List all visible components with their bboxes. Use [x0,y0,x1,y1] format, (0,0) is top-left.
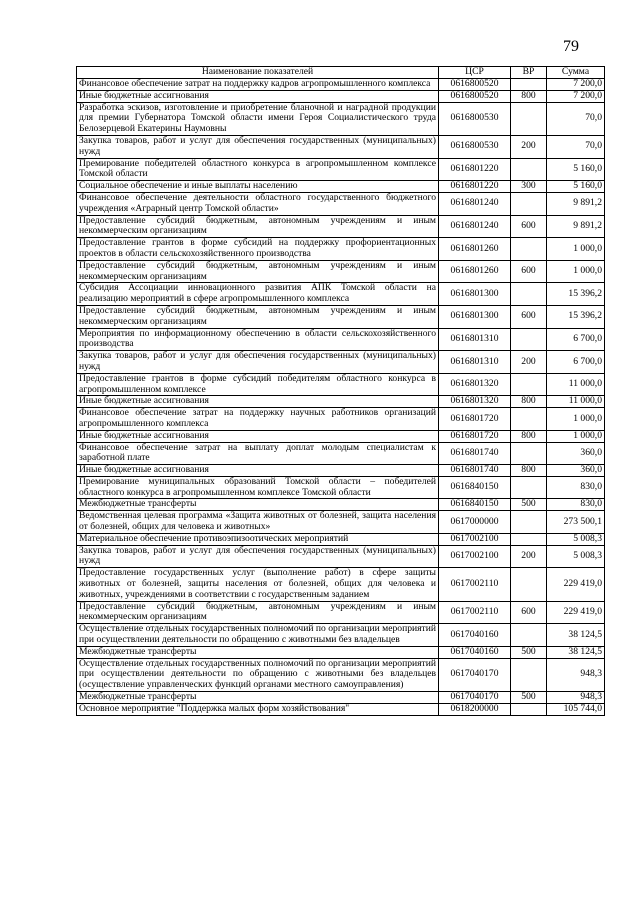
table-row [77,396,605,408]
row-vr [511,238,547,261]
table-row [77,215,605,238]
row-sum: 6 700,0 [547,351,605,374]
row-sum: 229 419,0 [547,601,605,624]
row-vr: 600 [511,305,547,328]
row-vr: 200 [511,545,547,568]
row-csr: 0616800520 [439,90,511,102]
row-csr: 0616801310 [439,328,511,351]
row-name: Финансовое обеспечение деятельности областного государственного бюджетного учреждения «Аграрный центр Томской области» [77,192,439,215]
row-csr: 0617002110 [439,601,511,624]
row-sum: 1 000,0 [547,408,605,431]
row-vr [511,328,547,351]
row-sum: 360,0 [547,465,605,477]
row-vr [511,703,547,715]
row-vr: 800 [511,465,547,477]
row-vr: 600 [511,260,547,283]
table-row [77,305,605,328]
row-csr: 0616801220 [439,158,511,181]
row-sum: 105 744,0 [547,703,605,715]
table-row [77,260,605,283]
row-name: Предоставление субсидий бюджетным, автономным учреждениям и иным некоммерческим организациям [77,215,439,238]
row-name: Премирование победителей областного конкурса в агропромышленном комплексе Томской области [77,158,439,181]
row-vr [511,373,547,396]
table-row [77,283,605,306]
table-row [77,545,605,568]
table-row [77,568,605,601]
row-name: Предоставление субсидий бюджетным, автономным учреждениям и иным некоммерческим организациям [77,260,439,283]
table-row [77,102,605,135]
table-row [77,601,605,624]
page-number: 79 [563,38,579,55]
table-row [77,476,605,499]
row-name: Закупка товаров, работ и услуг для обеспечения государственных (муниципальных) нужд [77,135,439,158]
table-row [77,238,605,261]
row-name: Иные бюджетные ассигнования [77,465,439,477]
row-vr [511,283,547,306]
table-row [77,181,605,193]
row-vr: 500 [511,646,547,658]
header-name: Наименование показателей [77,67,439,79]
row-name: Иные бюджетные ассигнования [77,396,439,408]
row-csr: 0616801260 [439,238,511,261]
row-csr: 0617002100 [439,533,511,545]
row-csr: 0616801310 [439,351,511,374]
row-name: Мероприятия по информационному обеспечению в области сельскохозяйственного производства [77,328,439,351]
header-csr: ЦСР [439,67,511,79]
row-csr: 0616801300 [439,283,511,306]
row-vr: 500 [511,499,547,511]
row-name: Иные бюджетные ассигнования [77,430,439,442]
row-sum: 9 891,2 [547,215,605,238]
row-sum: 273 500,1 [547,511,605,534]
row-sum: 70,0 [547,102,605,135]
table-row [77,351,605,374]
header-row [77,67,605,79]
row-csr: 0616801300 [439,305,511,328]
table-row [77,658,605,691]
table-row [77,79,605,91]
row-csr: 0616801740 [439,465,511,477]
row-name: Предоставление субсидий бюджетным, автономным учреждениям и иным некоммерческим организациям [77,305,439,328]
row-name: Ведомственная целевая программа «Защита животных от болезней, защита населения от болезней, общих для человека и животных» [77,511,439,534]
row-sum: 948,3 [547,692,605,704]
row-sum: 15 396,2 [547,305,605,328]
row-sum: 360,0 [547,442,605,465]
row-sum: 5 160,0 [547,181,605,193]
row-name: Предоставление грантов в форме субсидий на поддержку профориентационных проектов в области сельскохозяйственного производства [77,238,439,261]
table-row [77,692,605,704]
row-vr [511,624,547,647]
row-name: Осуществление отдельных государственных полномочий по организации мероприятий при осуществлении деятельности по обращению с животными без владельцев [77,624,439,647]
row-csr: 0616801220 [439,181,511,193]
row-name: Основное мероприятие "Поддержка малых форм хозяйствования" [77,703,439,715]
row-vr [511,476,547,499]
row-name: Социальное обеспечение и иные выплаты населению [77,181,439,193]
row-csr: 0617002100 [439,545,511,568]
header-vr: ВР [511,67,547,79]
row-vr: 500 [511,692,547,704]
row-sum: 830,0 [547,476,605,499]
row-sum: 1 000,0 [547,430,605,442]
row-sum: 7 200,0 [547,90,605,102]
table-row [77,703,605,715]
row-csr: 0616800520 [439,79,511,91]
row-sum: 229 419,0 [547,568,605,601]
row-name: Межбюджетные трансферты [77,646,439,658]
table-row [77,511,605,534]
row-vr [511,102,547,135]
row-name: Межбюджетные трансферты [77,499,439,511]
row-csr: 0616801720 [439,430,511,442]
row-sum: 38 124,5 [547,624,605,647]
row-vr [511,79,547,91]
table-row [77,646,605,658]
table-row [77,499,605,511]
row-name: Разработка эскизов, изготовление и приобретение бланочной и наградной продукции для премии Губернатора Томской области имени Героя Социалистического труда Белозерцевой Екатерины Наумовны [77,102,439,135]
row-name: Межбюджетные трансферты [77,692,439,704]
row-name: Предоставление грантов в форме субсидий победителям областного конкурса в агропромышленном комплексе [77,373,439,396]
row-sum: 70,0 [547,135,605,158]
row-vr: 800 [511,396,547,408]
row-csr: 0616801260 [439,260,511,283]
row-csr: 0616801320 [439,373,511,396]
row-name: Финансовое обеспечение затрат на поддержку кадров агропромышленного комплекса [77,79,439,91]
row-vr [511,568,547,601]
row-vr: 600 [511,215,547,238]
row-sum: 830,0 [547,499,605,511]
row-csr: 0616840150 [439,499,511,511]
row-name: Закупка товаров, работ и услуг для обеспечения государственных (муниципальных) нужд [77,351,439,374]
row-sum: 38 124,5 [547,646,605,658]
row-csr: 0616801720 [439,408,511,431]
table-row [77,442,605,465]
row-name: Предоставление государственных услуг (выполнение работ) в сфере защиты животных от болезней, защиты населения от болезней, общих для человека и животных, учреждениями в соответствии с государственным заданием [77,568,439,601]
row-vr [511,192,547,215]
row-sum: 6 700,0 [547,328,605,351]
row-sum: 5 008,3 [547,533,605,545]
row-sum: 7 200,0 [547,79,605,91]
row-vr [511,533,547,545]
row-name: Премирование муниципальных образований Томской области – победителей областного конкурса в агропромышленном комплексе Томской области [77,476,439,499]
row-sum: 9 891,2 [547,192,605,215]
row-sum: 5 008,3 [547,545,605,568]
row-csr: 0617040170 [439,692,511,704]
row-vr [511,511,547,534]
row-csr: 0616801240 [439,215,511,238]
row-csr: 0617002110 [439,568,511,601]
table-row [77,533,605,545]
row-sum: 11 000,0 [547,373,605,396]
header-sum: Сумма [547,67,605,79]
row-vr: 300 [511,181,547,193]
row-vr: 800 [511,90,547,102]
table-header [77,67,605,79]
budget-table [76,66,605,716]
row-name: Субсидия Ассоциации инновационного развития АПК Томской области на реализацию мероприятий в сфере агропромышленного комплекса [77,283,439,306]
row-sum: 11 000,0 [547,396,605,408]
row-name: Закупка товаров, работ и услуг для обеспечения государственных (муниципальных) нужд [77,545,439,568]
table-row [77,192,605,215]
row-csr: 0616801740 [439,442,511,465]
row-name: Осуществление отдельных государственных полномочий по организации мероприятий при осуществлении деятельности по обращению с животными без владельцев (осуществление управленческих функций органами местного самоуправления) [77,658,439,691]
row-sum: 5 160,0 [547,158,605,181]
row-vr [511,158,547,181]
row-vr [511,408,547,431]
row-csr: 0617040170 [439,658,511,691]
row-name: Финансовое обеспечение затрат на поддержку научных работников организаций агропромышленного комплекса [77,408,439,431]
row-csr: 0616800530 [439,135,511,158]
row-csr: 0617000000 [439,511,511,534]
table-row [77,430,605,442]
row-csr: 0617040160 [439,646,511,658]
table-body [77,79,605,716]
table-row [77,465,605,477]
table-row [77,373,605,396]
row-name: Финансовое обеспечение затрат на выплату доплат молодым специалистам к заработной плате [77,442,439,465]
row-name: Предоставление субсидий бюджетным, автономным учреждениям и иным некоммерческим организациям [77,601,439,624]
table-row [77,158,605,181]
table-row [77,90,605,102]
row-csr: 0616840150 [439,476,511,499]
row-csr: 0616801240 [439,192,511,215]
row-sum: 948,3 [547,658,605,691]
row-vr: 200 [511,351,547,374]
row-vr: 600 [511,601,547,624]
row-vr: 200 [511,135,547,158]
row-csr: 0616801320 [439,396,511,408]
table-row [77,328,605,351]
row-csr: 0616800530 [439,102,511,135]
row-sum: 1 000,0 [547,238,605,261]
row-name: Иные бюджетные ассигнования [77,90,439,102]
row-vr: 800 [511,430,547,442]
row-vr [511,442,547,465]
row-name: Материальное обеспечение противоэпизоотических мероприятий [77,533,439,545]
row-vr [511,658,547,691]
row-sum: 1 000,0 [547,260,605,283]
table-row [77,408,605,431]
row-csr: 0618200000 [439,703,511,715]
row-sum: 15 396,2 [547,283,605,306]
table-row [77,135,605,158]
row-csr: 0617040160 [439,624,511,647]
table-row [77,624,605,647]
